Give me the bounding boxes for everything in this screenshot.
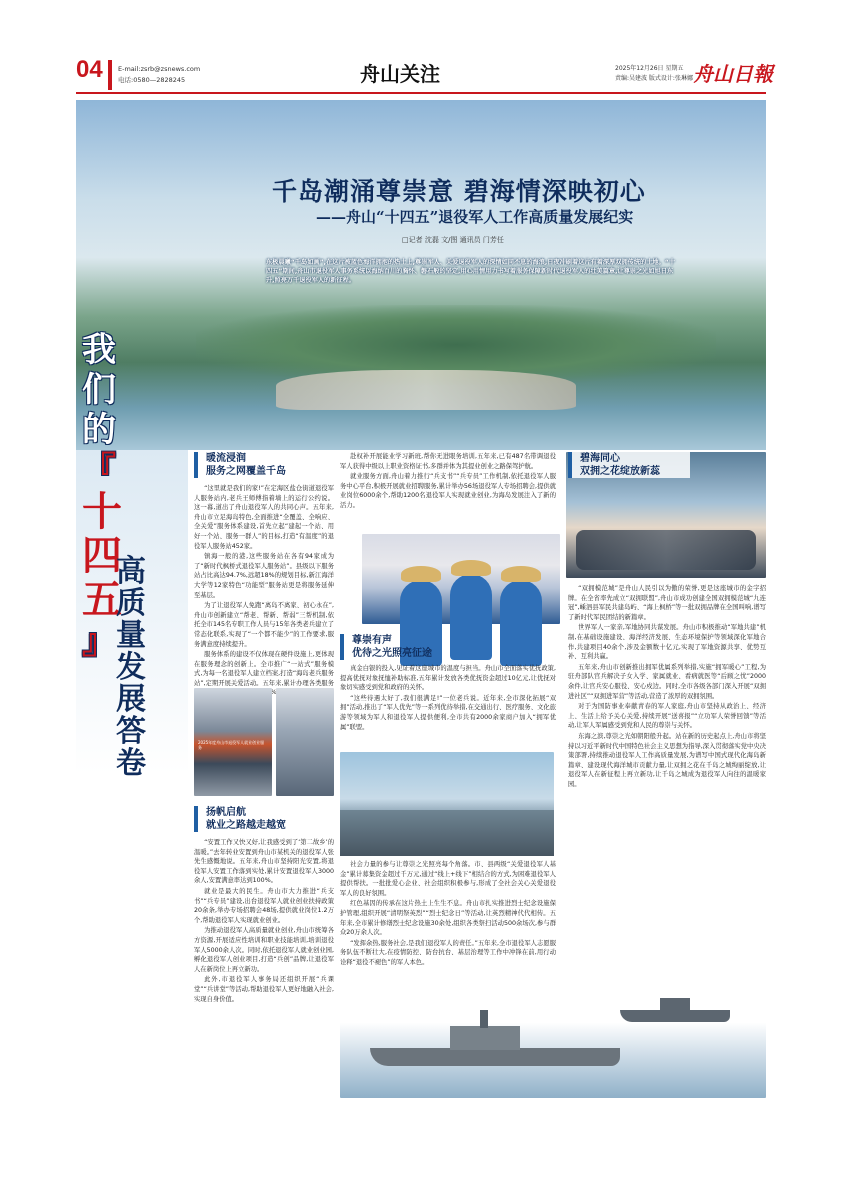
header-contact — [118, 64, 200, 86]
section-heading-line1: 尊崇有声 — [352, 635, 392, 646]
slogan-char: 的 — [82, 410, 116, 450]
paragraph: 赴权补开展能业学习新班,帮你无进眼务培训,五年来,已有487名带调退役军人获得中级以上职业资格证书,多群并体为其提业创业之路保驾护航。 — [340, 453, 556, 470]
newspaper-logo: 舟山日報 — [693, 62, 773, 86]
photo-group-shape — [576, 530, 756, 570]
header-phone: 电话:0580—2828245 — [118, 76, 186, 84]
slogan-fourteenth-five: 十四五 — [82, 488, 122, 623]
section-heading-employment — [194, 806, 334, 832]
section-heading-line2: 双拥之花绽放新蕊 — [580, 466, 660, 477]
warship-superstructure — [450, 1026, 520, 1050]
subheadline: ——舟山“十四五”退役军人工作高质量发展纪实 — [316, 208, 634, 226]
warship-shape — [370, 1048, 620, 1066]
paragraph: 东海之滨,尊崇之光如朝阳般升起。站在新的历史起点上,舟山市将坚持以习近平新时代中国特色社会主义思想为指导,深入贯彻落实党中央决策部署,持续推动退役军人工作高质量发展,为谱写中国式现代化海岛新篇章、建设现代海洋城市贡献力量,让双拥之花在千岛之城绚丽绽放,让退役军人在新征程上再立新功,让千岛之城成为退役军人向往的温暖家园。 — [568, 732, 766, 788]
paragraph: 真金白银的投入,见证着这座城市的温度与担当。舟山市全面落实优抚政策,提高优抚对象抚恤补助标准,五年累计发放各类优抚资金超过10亿元,让优抚对象切实感受到党和政府的关怀。 — [340, 665, 556, 692]
photo-service-hall — [194, 688, 272, 796]
section-heading-line1: 扬帆启航 — [206, 807, 246, 818]
lead-paragraph: 东极晨曦“千岛如画”,在这片被蓝色海洋拥抱的热土上,尊崇军人、关爱退役军人的深情如同不息的海浪,日夜冲刷着这片有着深厚双拥传统的土地。“十四五”期间,舟山市退役军人事务系统以海纳百川的胸怀、磐石般的坚定,用心用情用力书写着服务保障新时代退役军人的壮美篇章,让尊崇之光如旭日东升,照亮万千退役军人的新征程。 — [266, 259, 676, 284]
section-heading-honor — [340, 634, 472, 660]
paragraph: “这里就是我们的家!”在定海区盐仓街道退役军人服务站内,老兵王师傅指着墙上的运行公约说。这一幕,道出了舟山退役军人的共同心声。五年来,舟山市立足海岛特色,全面推进“全覆盖、全响应、全关爱”服务体系建设,首先立起“建起一个站、用好一个站、服务一群人”的目标,打造“有温度”的退役军人服务站452家。 — [194, 485, 334, 550]
header-editors: 责编:吴建波 版式设计:张琳娜 — [615, 75, 693, 82]
slogan-char: 们 — [82, 370, 116, 410]
photo-banner-text: 2025年度舟山市退役军人就业创业服务 — [198, 740, 265, 750]
paragraph: 镇海一般的港,这些服务站在各有94家成为了“新时代枫桥式退役军人服务站”。县级以下服务站占比高达94.7%,远超18%的规划目标,新江海洋大学等12家特色“功能型”服务站更是将服务延伸至基层。 — [194, 553, 334, 599]
section-heading-services — [194, 452, 334, 478]
headline: 千岛潮涌尊崇意 碧海情深映初心 — [272, 177, 646, 206]
header-divider — [76, 92, 766, 94]
section-heading-line2: 优待之光照亮征途 — [352, 648, 432, 659]
paragraph: “发挥余热,服务社会,是我们退役军人的责任。”五年来,全市退役军人志愿服务队伍不断壮大,在疫情防控、防台抗台、基层治理等工作中冲锋在前,用行动诠释“退役不褪色”的军人本色。 — [340, 939, 556, 966]
byline: □记者 沈磊 文/图 通讯员 门芳任 — [402, 236, 504, 244]
paragraph: 社会力量的参与让尊崇之光照亮每个角落。市、县两级“关爱退役军人基金”累计募集资金超过千万元,通过“线上+线下”相结合的方式,为困难退役军人提供帮扶。一批批爱心企业、社会组织积极参与,形成了全社会关心关爱退役军人的良好氛围。 — [340, 861, 556, 897]
photo-harbor-event — [340, 752, 554, 856]
header-date: 2025年12月26日 星期五 — [615, 65, 684, 72]
page-number: 04 — [76, 56, 103, 83]
article-column — [194, 484, 334, 697]
photo-hat — [501, 566, 541, 582]
article-column — [340, 452, 556, 528]
paragraph: “这些待遇太好了,我们很满足!”一位老兵说。近年来,全市深化拓展“双拥”活动,推出了“军人优先”等一系列优待举措,在交通出行、医疗服务、文化旅游等领域为军人和退役军人提供便利,全市共有2000余家商户加入“拥军优属”联盟。 — [340, 694, 556, 731]
article-column — [194, 838, 334, 1088]
paragraph: 五年来,舟山市创新推出拥军优属系列举措,实施“拥军暖心”工程,为驻舟部队官兵解决子女入学、家属就业、看病就医等“后顾之忧”2000余件,让官兵安心服役、安心戍边。同时,全市各级各部门深入开展“双拥进社区”“双拥进军营”等活动,营造了浓厚的双拥氛围。 — [568, 663, 766, 700]
article-column — [340, 860, 556, 990]
photo-naval-ships — [340, 990, 766, 1098]
paragraph: 世界军人一家亲,军地协同共谋发展。舟山市积极推动“军地共建”机制,在基础设施建设、海洋经济发展、生态环境保护等领域深化军地合作,共建项目40余个,涉及金额数十亿元,实现了军地资源共享、优势互补、互利共赢。 — [568, 624, 766, 661]
photo-hat — [451, 560, 491, 576]
section-heading-line2: 就业之路越走越宽 — [206, 820, 286, 831]
section-heading-line1: 碧海同心 — [580, 453, 620, 464]
paragraph: 红色基因的传承在这片热土上生生不息。舟山市扎实推进烈士纪念设施保护管理,组织开展“清明祭英烈”“烈士纪念日”等活动,让英烈精神代代相传。五年来,全市累计修缮烈士纪念设施30余处,组织各类祭扫活动500余场次,参与群众20万余人次。 — [340, 900, 556, 937]
section-heading-support — [568, 452, 690, 478]
paragraph: 服务体系的建设不仅体现在硬件设施上,更体现在服务理念的创新上。全市推广“一站式”服务模式,为每一名退役军人建立档案,打造“海岛老兵服务站”,定期开展关爱活动。五年来,累计办理各类服务 98%。 — [194, 651, 334, 697]
photo-figure — [500, 580, 542, 666]
paragraph: 此外,市退役军人事务局还组织开展“兵课堂”“兵讲堂”等活动,帮助退役军人更好地融入社会,实现自身价值。 — [194, 976, 334, 1003]
slogan-subtitle-vertical: 高质量发展答卷 — [116, 554, 146, 781]
photo-volunteers — [362, 534, 560, 624]
photo-crowd-shape — [340, 810, 554, 856]
slogan-quote-close: 』 — [82, 622, 116, 662]
paragraph: 就业服务方面,舟山着力推行“兵支书”“兵专员”工作机制,依托退役军人服务中心平台,积极开展就业招聘服务,累计举办56场退役军人专场招聘会,提供就业岗位6000余个,帮助1200名退役军人实现就业创业,为海岛发展注入了新的活力。 — [340, 473, 556, 509]
section-heading-line1: 暖流浸润 — [206, 453, 246, 464]
article-column — [568, 584, 766, 998]
section-title: 舟山关注 — [360, 62, 440, 86]
paragraph: 为了让退役军人免跑“离岛不离家、初心永在”,舟山市创新建立“帮老、帮新、帮弱”三帮机制,依托全市145名专职工作人员与15年各类老兵建立了常态化联系,实现了“一个都不能少”的工作要求,服务满意度持续提升。 — [194, 602, 334, 648]
photo-hat — [401, 566, 441, 582]
article-column — [340, 664, 556, 748]
paragraph: 对于为国防事业奉献青春的军人家庭,舟山市坚持从政治上、经济上、生活上给予关心关爱,持续开展“送喜报”“立功军人荣誉回馈”等活动,让军人军属感受到党和人民的尊崇与关怀。 — [568, 703, 766, 730]
warship-superstructure — [660, 998, 690, 1012]
header-accent-bar — [108, 60, 112, 90]
photo-service-desk — [276, 688, 334, 796]
header-meta — [615, 64, 693, 84]
warship-mast — [480, 1010, 488, 1028]
paragraph: 就业是最大的民生。舟山市大力推进“兵支书”“兵专员”建设,出台退役军人就业创业扶持政策20余条,举办专场招聘会48场,提供就业岗位1.2万个,帮助退役军人实现就业创业。 — [194, 887, 334, 924]
banner-city-shape — [276, 370, 576, 410]
slogan-char: 我 — [82, 330, 116, 370]
header-email[interactable]: E-mail:zsrb@zsnews.com — [118, 65, 201, 73]
paragraph: “双拥模范城”是舟山人民引以为傲的荣誉,更是这座城市的金字招牌。在全省率先成立“双拥联盟”,舟山市成功创建全国双拥模范城“九连冠”,嵊泗县军民共建岛屿、“海上枫桥”等一批双拥品牌在全国叫响,谱写了新时代军民团结的新篇章。 — [568, 585, 766, 621]
section-heading-line2: 服务之网覆盖千岛 — [206, 466, 286, 477]
paragraph: 为推动退役军人高质量就业创业,舟山市统筹各方资源,开展适应性培训和职业技能培训,培训退役军人5000余人次。同时,依托退役军人就业创业园,孵化退役军人创业项目,打造“兵创”品牌,让退役军人在新岗位上再立新功。 — [194, 927, 334, 973]
slogan-quote-open: 『 — [82, 450, 116, 490]
paragraph: “安置工作又快又好,让我感受到了‘第二故乡’的温暖。”去年转业安置到舟山市某机关的退役军人张先生感慨地说。五年来,舟山市坚持阳光安置,将退役军人安置工作落到实处,累计安置退役军人3000余人,安置满意率达到100%。 — [194, 839, 334, 885]
